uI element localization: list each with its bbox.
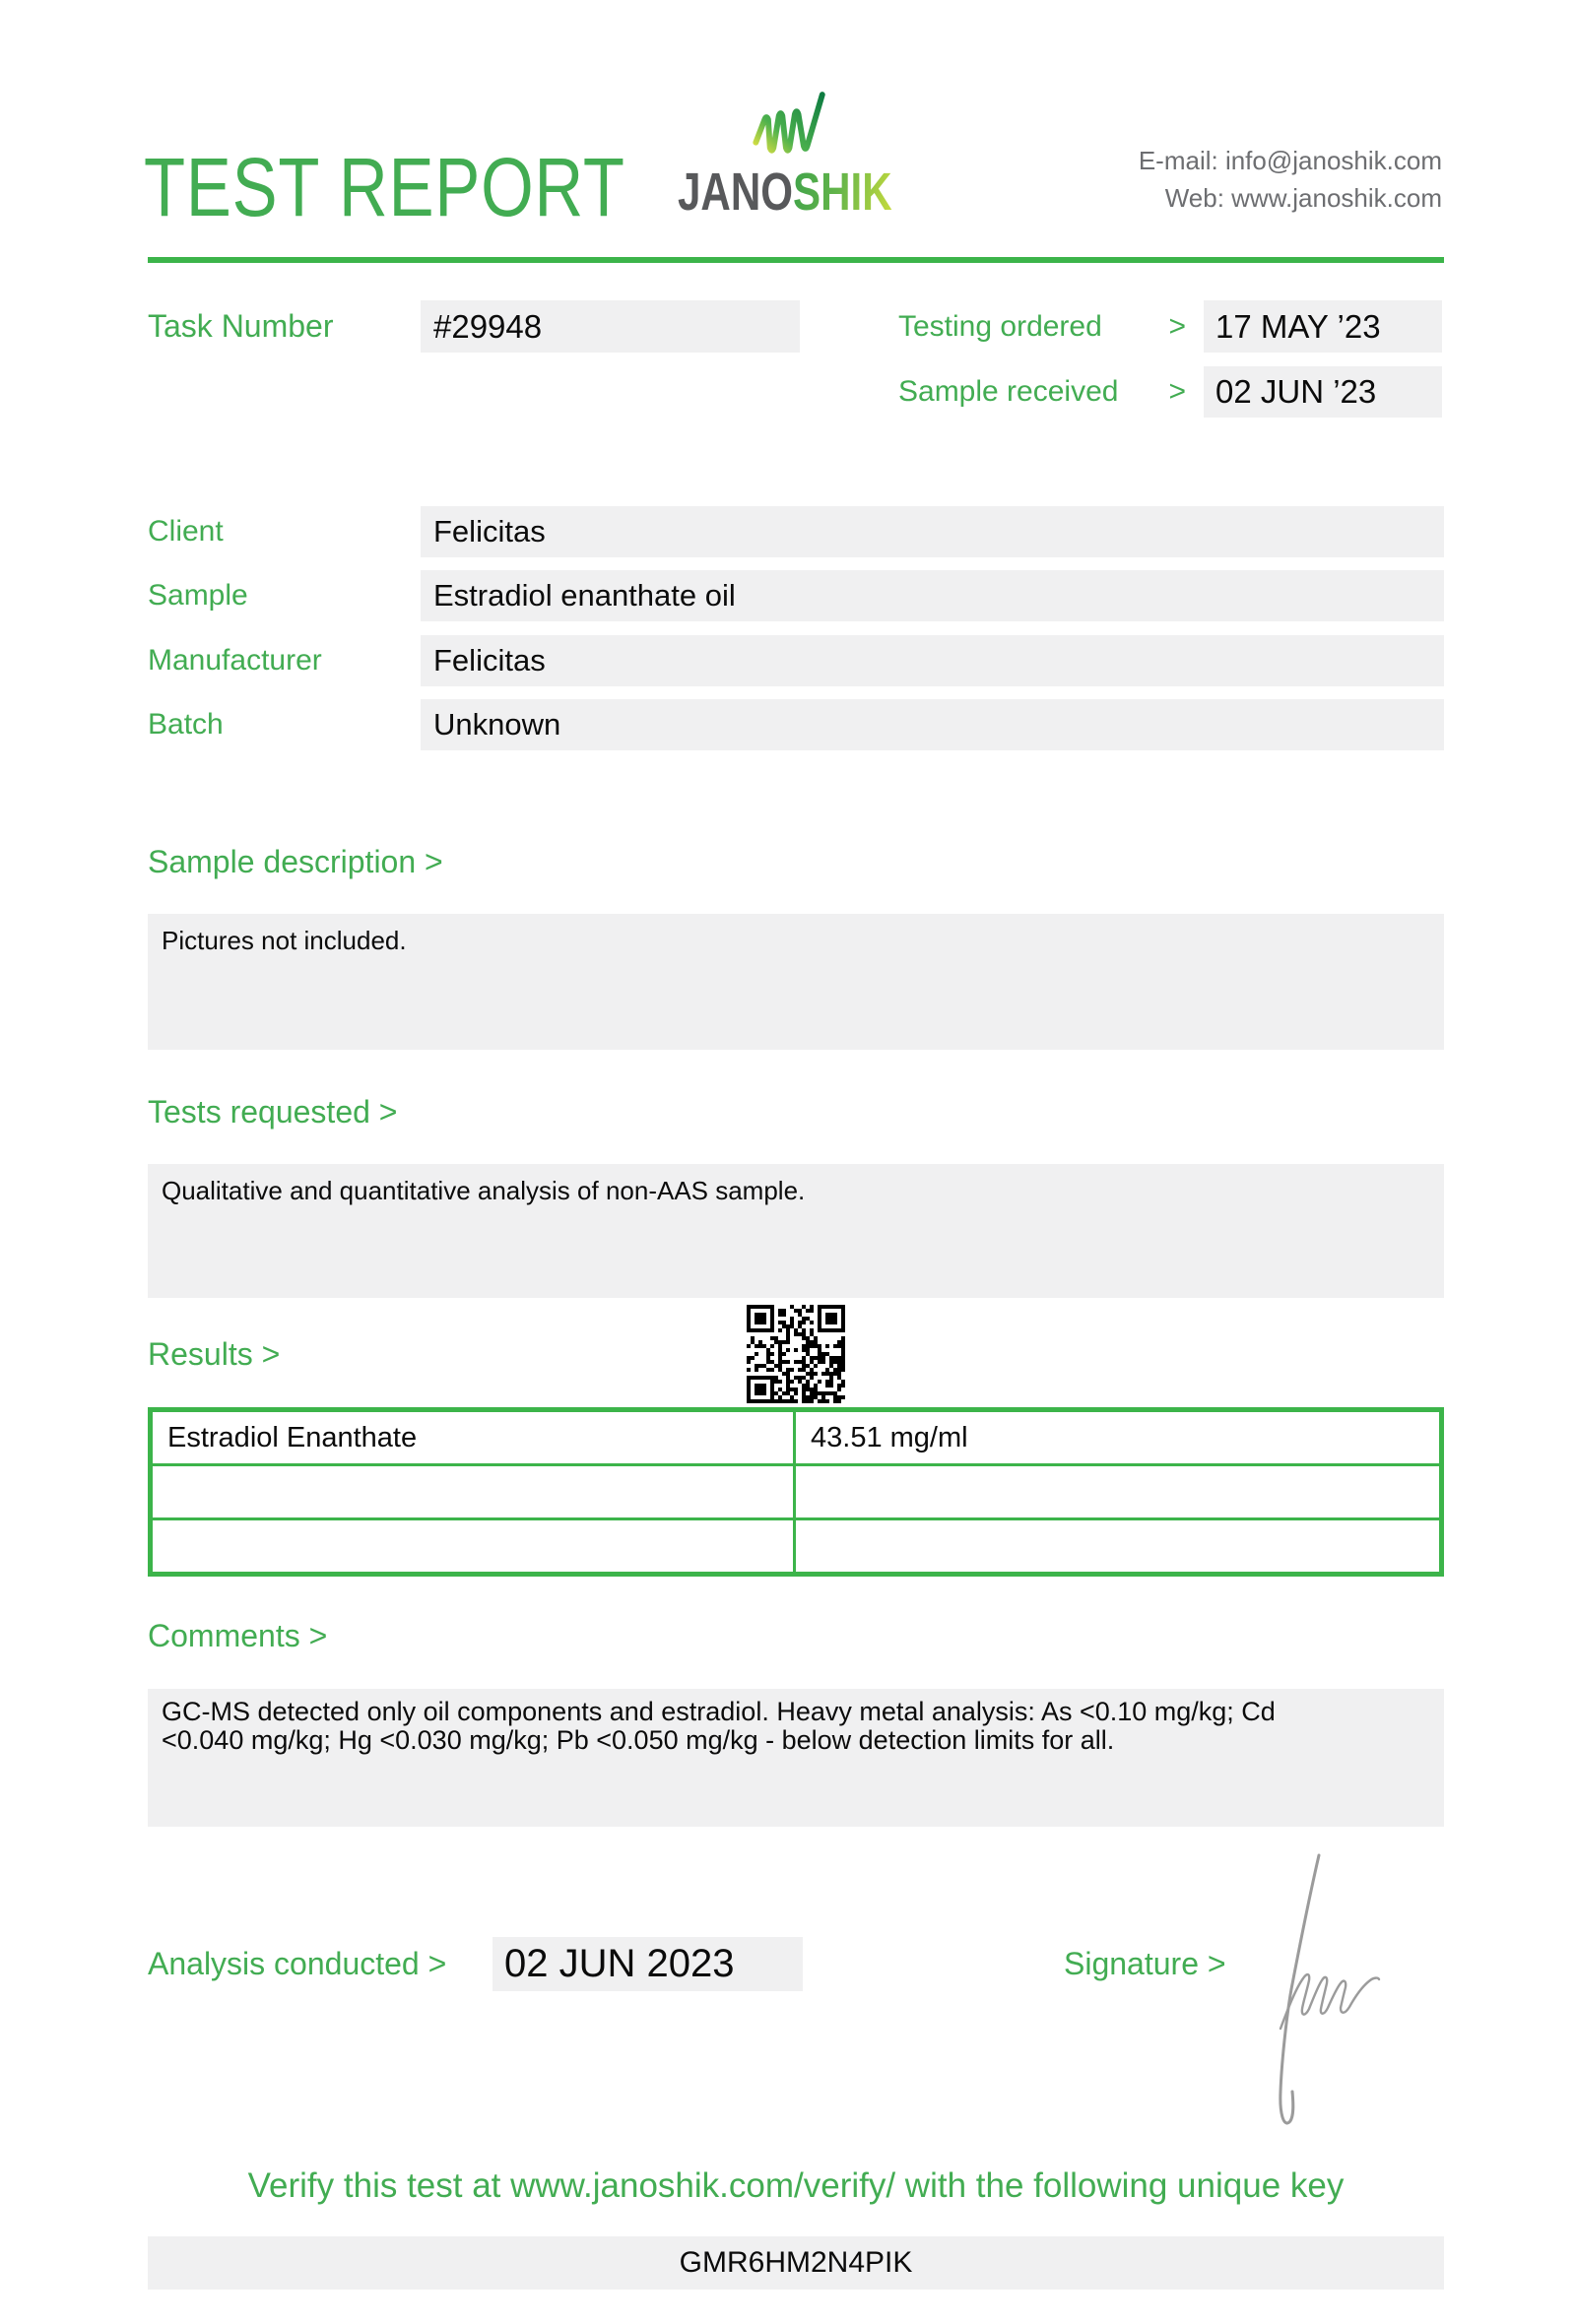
tests-requested-box [148, 1164, 1444, 1298]
comments-heading: Comments > [148, 1618, 328, 1653]
client-label: Client [148, 515, 224, 548]
sample-description-text: Pictures not included. [162, 926, 407, 955]
signature-label: Signature > [1064, 1946, 1226, 1981]
header-divider [148, 257, 1444, 263]
testing-ordered-row [898, 300, 1186, 353]
tests-requested-heading: Tests requested > [148, 1094, 398, 1130]
qr-code [747, 1305, 845, 1403]
testing-ordered-label: Testing ordered [898, 309, 1102, 343]
batch-value: Unknown [421, 699, 1444, 750]
batch-label: Batch [148, 708, 224, 741]
arrow-glyph: > [1168, 375, 1186, 408]
results-heading: Results > [148, 1336, 281, 1372]
manufacturer-value: Felicitas [421, 635, 1444, 686]
sample-description-heading: Sample description > [148, 844, 443, 879]
table-row [153, 1517, 1439, 1572]
result-value [796, 1520, 1439, 1572]
comments-box [148, 1689, 1444, 1827]
contact-web: Web: www.janoshik.com [1164, 183, 1442, 213]
result-analyte [153, 1520, 796, 1572]
logo-text-primary: JANO [678, 162, 794, 222]
sample-label: Sample [148, 579, 248, 612]
comments-text: GC-MS detected only oil components and estradiol. Heavy metal analysis: As <0.10 mg/kg; Cd <0.040 mg/kg; Hg <0.030 mg/kg; Pb <0.050 mg/kg - below detection limits for all. [162, 1697, 1276, 1755]
logo-text-secondary: SHIK [793, 162, 892, 222]
sample-received-row [898, 366, 1186, 418]
tests-requested-text: Qualitative and quantitative analysis of non-AAS sample. [162, 1176, 806, 1205]
table-row [153, 1412, 1439, 1463]
growth-chart-icon [741, 81, 829, 163]
analysis-conducted-label: Analysis conducted > [148, 1946, 447, 1981]
verify-instruction: Verify this test at www.janoshik.com/verify/ with the following unique key [247, 2166, 1345, 2205]
table-row [153, 1463, 1439, 1517]
result-value: 43.51 mg/ml [811, 1421, 968, 1453]
sample-value: Estradiol enanthate oil [421, 570, 1444, 621]
unique-key-value: GMR6HM2N4PIK [148, 2236, 1444, 2290]
results-table [148, 1407, 1444, 1577]
logo-wordmark [678, 162, 908, 222]
result-value [796, 1466, 1439, 1517]
sample-received-value: 02 JUN ’23 [1204, 366, 1442, 418]
sample-received-label: Sample received [898, 375, 1119, 408]
signature-scribble [1261, 1840, 1478, 2145]
client-value: Felicitas [421, 506, 1444, 557]
testing-ordered-value: 17 MAY ’23 [1204, 300, 1442, 353]
result-analyte: Estradiol Enanthate [153, 1412, 796, 1463]
task-number-value: #29948 [421, 300, 800, 353]
contact-email: E-mail: info@janoshik.com [1138, 146, 1442, 175]
result-analyte [153, 1466, 796, 1517]
contact-block [950, 142, 1442, 217]
analysis-conducted-value: 02 JUN 2023 [492, 1937, 803, 1991]
page-title: TEST REPORT [144, 141, 625, 233]
sample-description-box [148, 914, 1444, 1050]
manufacturer-label: Manufacturer [148, 644, 322, 677]
arrow-glyph: > [1168, 309, 1186, 343]
task-number-label: Task Number [148, 308, 334, 344]
